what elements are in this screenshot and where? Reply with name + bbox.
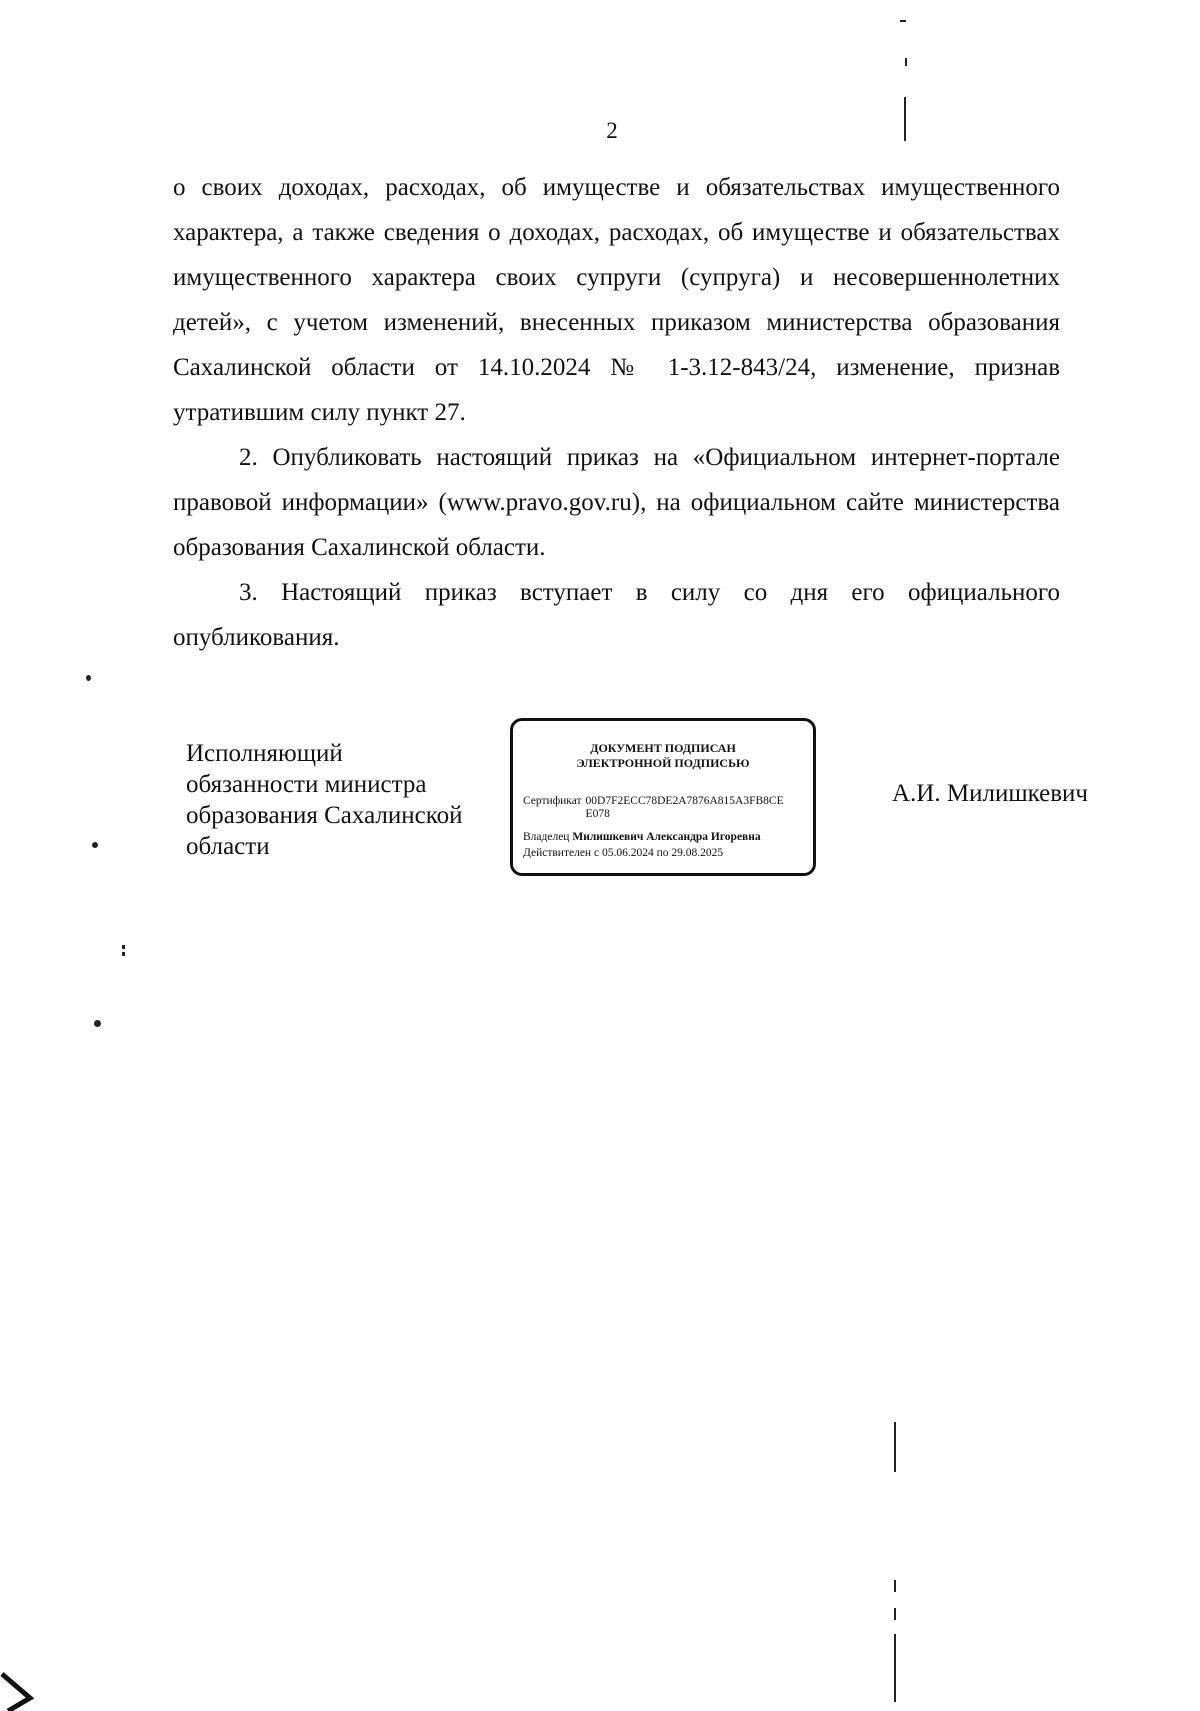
paragraph-publish-order: 2. Опубликовать настоящий приказ на «Официальном интернет-портале правовой информации» (www.pravo.gov.ru), на официальном сайте министерства образования Сахалинской области.: [173, 444, 1060, 561]
signer-position: [186, 738, 496, 862]
scan-speck: [122, 952, 125, 956]
signer-position-line: обязанности министра: [186, 771, 427, 798]
scan-speck: [894, 1422, 896, 1472]
stamp-title: [513, 741, 813, 771]
stamp-certificate-value: 00D7F2ECC78DE2A7876A815A3FB8CE E078: [585, 795, 784, 820]
scan-speck: [122, 945, 125, 949]
scan-corner-mark: [0, 1660, 40, 1711]
signer-name: А.И. Милишкевич: [892, 780, 1088, 807]
scan-speck: [894, 1580, 896, 1592]
page-number: 2: [606, 118, 618, 143]
signer-position-line: области: [186, 833, 270, 860]
scan-speck: [94, 1020, 101, 1027]
stamp-certificate-label: Сертификат: [523, 795, 582, 807]
paragraph-entry-into-force: 3. Настоящий приказ вступает в силу со дня его официального опубликования.: [173, 579, 1060, 651]
stamp-title-line: ДОКУМЕНТ ПОДПИСАН: [590, 741, 736, 755]
signer-position-line: Исполняющий: [186, 740, 343, 767]
scan-speck: [894, 1608, 896, 1620]
scan-speck: [905, 58, 907, 66]
paragraph-continuation: о своих доходах, расходах, об имуществе и обязательствах имущественного характера, а также сведения о доходах, расходах, об имуществе и обязательствах имущественного характера своих супруги (супруга) и несовершеннолетних детей», с учетом изменений, внесенных приказом министерства образования Сахалинской области от 14.10.2024 № 1-3.12-843/24, изменение, признав утратившим силу пункт 27.: [173, 174, 1060, 426]
scan-speck: [904, 97, 906, 141]
scan-speck: [86, 675, 91, 681]
stamp-owner-label: Владелец: [523, 831, 570, 843]
stamp-owner: [523, 831, 805, 844]
scan-speck: [92, 842, 98, 848]
stamp-title-line: ЭЛЕКТРОННОЙ ПОДПИСЬЮ: [576, 756, 750, 770]
signer-position-line: образования Сахалинской: [186, 802, 463, 829]
stamp-certificate: [523, 795, 805, 821]
stamp-validity: Действителен с 05.06.2024 по 29.08.2025: [523, 847, 724, 859]
scan-speck: [894, 1634, 896, 1702]
electronic-signature-stamp: [510, 718, 816, 876]
stamp-owner-value: Милишкевич Александра Игоревна: [572, 831, 761, 843]
scan-speck: [900, 20, 906, 22]
document-body: [173, 165, 1060, 660]
